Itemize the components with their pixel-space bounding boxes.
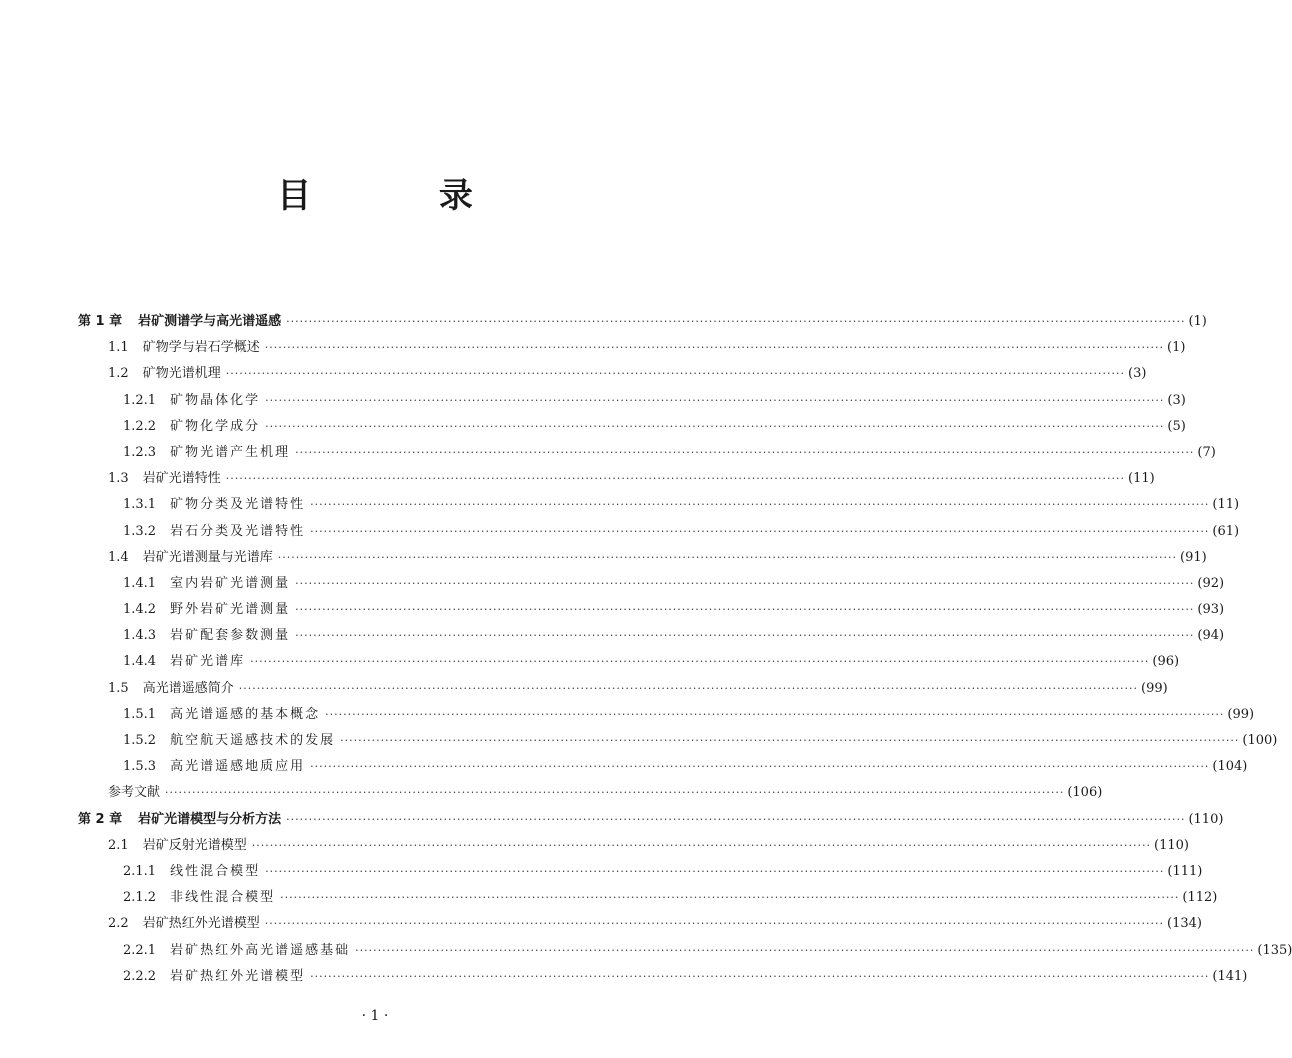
toc-entry-title: 岩矿光谱特性 [142,471,221,487]
toc-entry-page: (7) [1197,444,1216,460]
toc-entry-number: 1.2.2 [123,418,157,434]
dot-leader: ········································································································································································································ [265,393,1165,407]
dot-leader: ········································································································································································································ [277,550,1178,564]
toc-entry[interactable] [78,886,1218,912]
toc-entry[interactable] [78,546,1207,572]
toc-entry-title: 室内岩矿光谱测量 [170,575,291,591]
toc-entry[interactable] [78,703,1255,729]
page-title: 目 录 [277,176,531,216]
toc-entry-number: 1.3 [108,471,129,487]
toc-entry[interactable] [78,389,1186,415]
toc-entry-title: 矿物光谱机理 [142,366,221,382]
toc-entry-title: 岩矿反射光谱模型 [142,837,247,853]
toc-entry-title: 航空航天遥感技术的发展 [170,733,336,748]
toc-entry-number: 2.2.1 [123,942,157,958]
dot-leader: ········································································································································································································ [295,603,1195,617]
dot-leader: ········································································································································································································ [310,524,1210,538]
toc-entry-title: 岩矿配套参数测量 [170,628,291,644]
toc-entry-title: 矿物学与岩石学概述 [142,340,260,356]
toc-entry-title: 高光谱遥感的基本概念 [170,706,321,722]
toc-entry-number: 2.1.2 [123,890,157,906]
dot-leader: ········································································································································································································ [310,760,1210,774]
toc-entry-number: 1.2.3 [123,444,157,460]
toc-entry-title: 岩矿光谱库 [170,654,246,670]
toc-entry-title: 非线性混合模型 [170,890,276,906]
toc-entry[interactable] [78,650,1180,676]
toc-entry-page: (112) [1182,890,1218,906]
toc-entry-number: 1.3.1 [123,497,157,513]
dot-leader: ········································································································································································································ [265,864,1165,878]
dot-leader: ········································································································································································································ [265,419,1165,433]
toc-entry-number: 2.2 [108,916,129,932]
dot-leader: ········································································································································································································ [251,838,1152,852]
toc-entry-page: (99) [1227,706,1255,722]
toc-entry-page: (100) [1242,733,1278,748]
toc-entry[interactable] [78,860,1203,886]
dot-leader: ········································································································································································································ [264,917,1165,931]
toc-entry-page: (141) [1212,968,1248,984]
toc-entry-page: (110) [1154,837,1189,853]
page-number: · 1 · [361,1008,389,1024]
toc-entry[interactable] [78,362,1147,388]
toc-entry-number: 1.1 [108,340,129,356]
dot-leader: ········································································································································································································ [286,812,1186,826]
toc-entry-title: 参考文献 [108,785,161,801]
toc-entry-page: (92) [1197,575,1225,591]
toc-entry-number: 1.4.4 [123,654,157,670]
dot-leader: ········································································································································································································ [286,315,1186,328]
toc-entry-number: 1.4.3 [123,628,157,644]
toc-entry[interactable] [78,467,1155,493]
toc-entry-number: 1.4.1 [123,575,157,591]
toc-entry-title: 岩矿热红外高光谱遥感基础 [170,942,351,958]
toc-entry-title: 岩石分类及光谱特性 [170,523,306,539]
toc-entry[interactable] [78,755,1248,781]
toc-entry[interactable] [78,729,1278,755]
toc-entry-page: (135) [1257,942,1292,958]
toc-entry-title: 线性混合模型 [170,863,261,879]
toc-entry[interactable] [78,834,1189,860]
toc-entry-page: (11) [1212,497,1240,513]
toc-entry-page: (61) [1212,523,1240,539]
toc-entry-title: 岩矿热红外光谱模型 [142,916,260,932]
toc-entry-title: 矿物光谱产生机理 [170,444,291,460]
table-of-contents [78,310,1292,991]
toc-entry-number: 2.1 [108,837,129,853]
toc-entry-page: (110) [1188,811,1224,827]
toc-entry-title: 岩矿光谱测量与光谱库 [142,549,273,565]
toc-entry[interactable] [78,677,1168,703]
toc-entry-title: 矿物分类及光谱特性 [170,497,306,513]
toc-entry-title: 岩矿热红外光谱模型 [170,968,306,984]
dot-leader: ········································································································································································································ [238,681,1139,695]
toc-entry-page: (96) [1152,654,1180,670]
toc-entry-page: (3) [1167,392,1186,408]
toc-entry[interactable] [78,415,1186,441]
toc-entry[interactable] [78,808,1224,834]
toc-entry-number: 2.2.2 [123,968,157,984]
toc-entry-title: 矿物晶体化学 [170,392,261,408]
toc-entry[interactable] [78,520,1240,546]
dot-leader: ········································································································································································································ [310,498,1210,512]
toc-entry[interactable] [78,572,1225,598]
dot-leader: ········································································································································································································ [225,367,1126,381]
toc-entry-page: (106) [1067,785,1103,801]
toc-entry[interactable] [78,624,1225,650]
toc-entry-page: (11) [1128,471,1155,487]
toc-entry[interactable] [78,598,1225,624]
toc-entry-number: 1.5.1 [123,706,157,722]
dot-leader: ········································································································································································································ [295,629,1195,643]
toc-entry-title: 高光谱遥感地质应用 [170,759,306,775]
toc-entry-number: 1.2 [108,366,129,382]
toc-entry-page: (104) [1212,759,1248,775]
toc-entry-number: 1.2.1 [123,392,157,408]
toc-entry-number: 1.5.3 [123,759,157,775]
dot-leader: ········································································································································································································ [340,734,1240,747]
toc-entry-title: 野外岩矿光谱测量 [170,602,291,618]
toc-entry[interactable] [78,781,1103,807]
dot-leader: ········································································································································································································ [264,341,1165,355]
toc-entry-number: 1.3.2 [123,523,157,539]
toc-entry[interactable] [78,310,1207,336]
toc-entry-title: 矿物化学成分 [170,418,261,434]
toc-entry[interactable] [78,912,1202,938]
toc-entry[interactable] [78,939,1292,965]
toc-entry-page: (1) [1188,314,1207,329]
dot-leader: ········································································································································································································ [355,943,1255,957]
dot-leader: ········································································································································································································ [225,472,1126,486]
toc-entry-title: 高光谱遥感简介 [142,680,234,696]
toc-entry-page: (93) [1197,602,1225,618]
toc-entry-title: 岩矿光谱模型与分析方法 [138,811,282,827]
dot-leader: ········································································································································································································ [310,969,1210,983]
dot-leader: ········································································································································································································ [325,707,1225,721]
toc-entry-page: (94) [1197,628,1225,644]
dot-leader: ········································································································································································································ [165,786,1065,800]
toc-entry[interactable] [78,441,1216,467]
toc-entry-page: (134) [1167,916,1202,932]
toc-entry[interactable] [78,336,1186,362]
toc-entry-page: (5) [1167,418,1186,434]
dot-leader: ········································································································································································································ [295,445,1195,459]
dot-leader: ········································································································································································································ [250,655,1150,669]
toc-entry-page: (99) [1141,680,1168,696]
toc-entry-number: 1.5.2 [123,733,157,748]
toc-entry-number: 第 2 章 [78,811,123,827]
toc-entry[interactable] [78,493,1240,519]
dot-leader: ········································································································································································································ [280,891,1180,905]
toc-entry-page: (1) [1167,340,1186,356]
toc-entry-number: 1.4 [108,549,129,565]
dot-leader: ········································································································································································································ [295,576,1195,590]
toc-entry-number: 1.5 [108,680,129,696]
toc-entry-number: 第 1 章 [78,314,123,329]
toc-entry-number: 2.1.1 [123,863,157,879]
toc-entry-page: (91) [1180,549,1207,565]
toc-entry-page: (3) [1128,366,1147,382]
toc-entry-title: 岩矿测谱学与高光谱遥感 [138,314,282,329]
toc-entry[interactable] [78,965,1248,991]
toc-entry-number: 1.4.2 [123,602,157,618]
toc-entry-page: (111) [1167,863,1203,879]
